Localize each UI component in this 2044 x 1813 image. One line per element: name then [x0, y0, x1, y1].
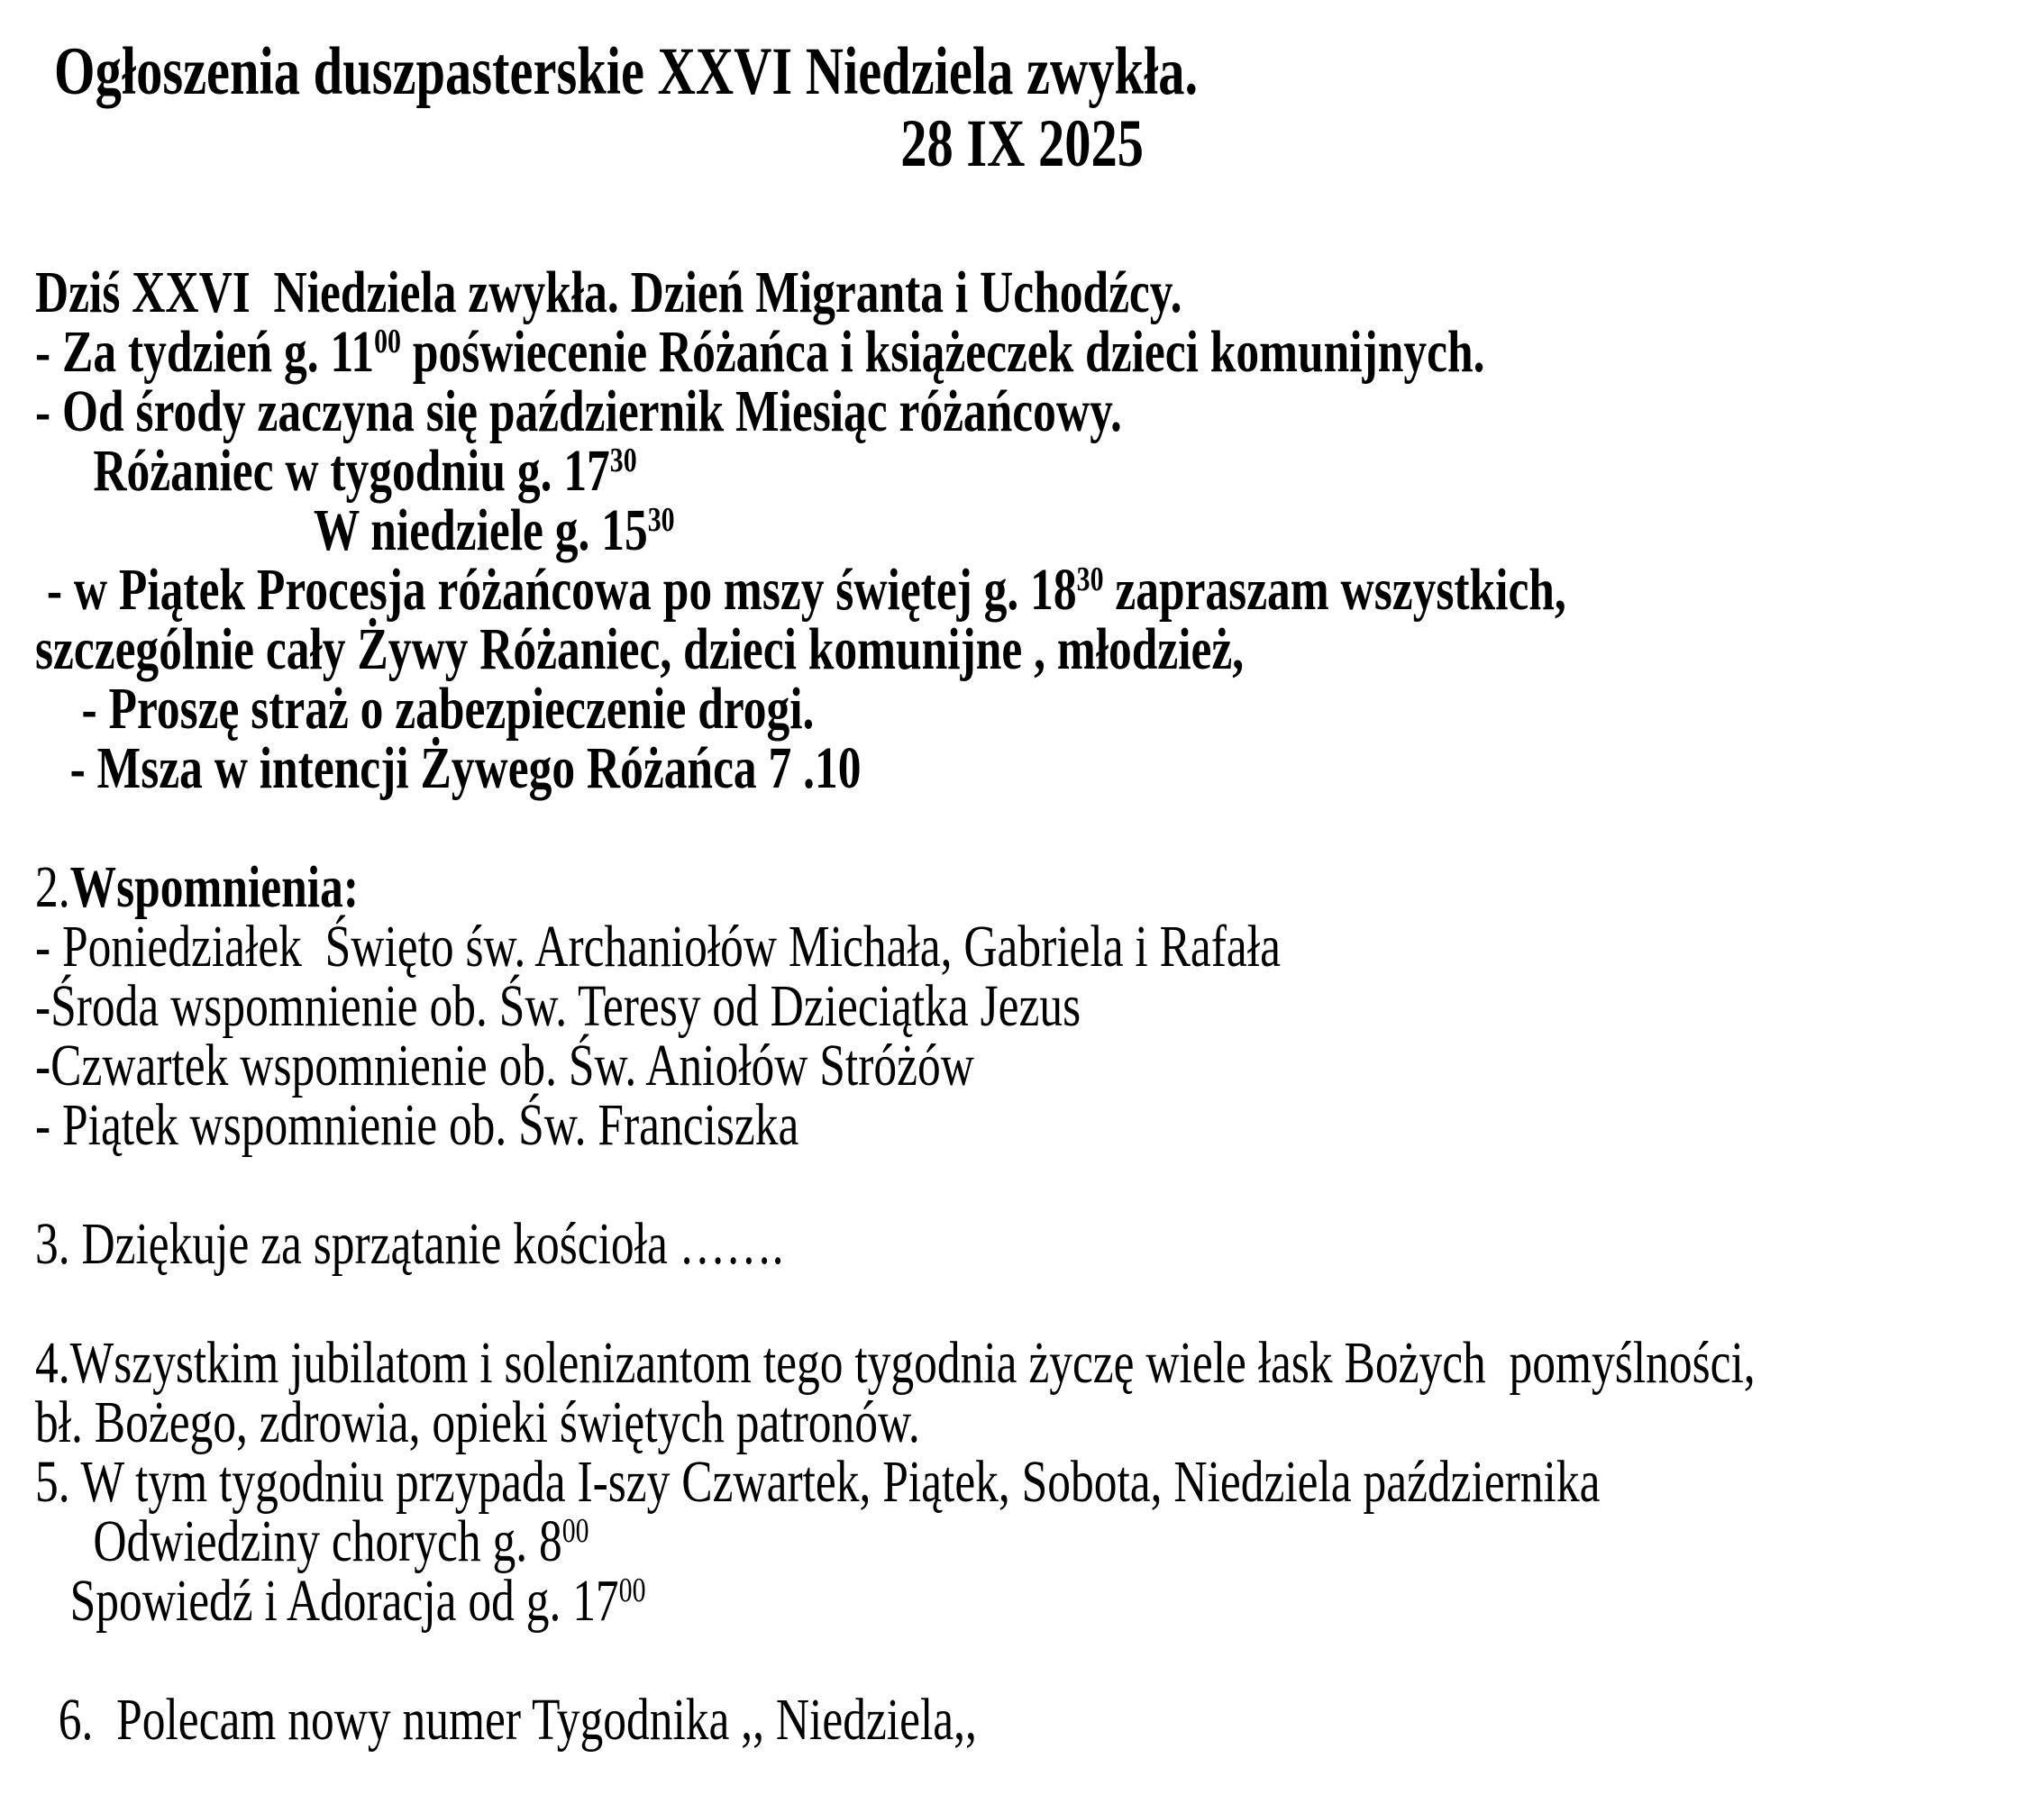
superscript-minutes: 30	[1076, 560, 1104, 598]
superscript-minutes: 00	[618, 1571, 646, 1609]
line-section-6-weekly	[35, 1687, 2030, 1753]
text-segment: -Środa wspomnienie ob. Św. Teresy od Dzieciątka Jezus	[35, 973, 1081, 1039]
line-mass-intention	[35, 735, 2030, 801]
line-thursday-memorial	[35, 1033, 2030, 1098]
text-segment: - Proszę straż o zabezpieczenie drogi.	[35, 676, 815, 742]
line-friday-memorial	[35, 1092, 2030, 1158]
text-segment: 5. W tym tygodniu przypada I-szy Czwartek, Piątek, Sobota, Niedziela października	[35, 1449, 1601, 1515]
text-segment: 2.	[35, 854, 70, 920]
blank-line	[35, 798, 2030, 858]
superscript-minutes: 30	[609, 441, 637, 479]
text-segment: zapraszam wszystkich,	[1103, 557, 1566, 623]
blank-line	[35, 1155, 2030, 1215]
line-procession-invitees	[35, 616, 2030, 682]
text-segment: bł. Bożego, zdrowia, opieki świętych patronów.	[35, 1389, 920, 1455]
line-friday-procession	[35, 557, 2030, 623]
text-segment: - Msza w intencji Żywego Różańca 7 .10	[35, 735, 862, 801]
document-body	[0, 260, 2044, 1753]
line-section-3-thanks	[35, 1211, 2030, 1277]
line-october-rosary-month	[35, 378, 2030, 444]
line-rosary-weekdays	[35, 438, 2030, 504]
line-confession-adoration	[35, 1568, 2030, 1634]
text-segment: - w Piątek Procesja różańcowa po mszy świętej g. 18	[35, 557, 1077, 623]
line-section-4-wishes-2	[35, 1389, 2030, 1455]
text-segment: - Od środy zaczyna się październik Miesiąc różańcowy.	[35, 378, 1122, 444]
text-segment: -Czwartek wspomnienie ob. Św. Aniołów Stróżów	[35, 1033, 974, 1098]
superscript-minutes: 00	[561, 1511, 589, 1550]
blank-line	[35, 1631, 2030, 1690]
superscript-minutes: 00	[374, 322, 401, 360]
page-title: Ogłoszenia duszpasterskie XXVI Niedziela zwykła.	[54, 34, 1199, 109]
text-segment: Spowiedź i Adoracja od g. 17	[35, 1568, 619, 1634]
text-segment: Różaniec w tygodniu g. 17	[35, 438, 610, 504]
line-monday-memorial	[35, 914, 2030, 979]
text-segment: - Za tydzień g. 11	[35, 319, 375, 385]
document-date: 28 IX 2025	[900, 106, 1144, 181]
line-next-week-blessing	[35, 319, 2030, 385]
line-section-4-wishes-1	[35, 1330, 2030, 1396]
line-sick-visits	[35, 1508, 2030, 1574]
text-segment: - Poniedziałek Święto św. Archaniołów Michała, Gabriela i Rafała	[35, 914, 1281, 979]
text-segment: szczególnie cały Żywy Różaniec, dzieci komunijne , młodzież,	[35, 616, 1245, 682]
line-today-feast	[35, 260, 2030, 325]
text-segment: 6. Polecam nowy numer Tygodnika ,, Niedziela,,	[35, 1687, 977, 1753]
text-segment: 4.Wszystkim jubilatom i solenizantom tego tygodnia życzę wiele łask Bożych pomyślności,	[35, 1330, 1756, 1396]
line-wednesday-memorial	[35, 973, 2030, 1039]
line-fire-brigade	[35, 676, 2030, 742]
line-rosary-sundays	[35, 497, 2030, 563]
text-segment: poświecenie Różańca i książeczek dzieci komunijnych.	[400, 319, 1485, 385]
document-header	[0, 36, 2044, 180]
text-segment: Wspomnienia:	[69, 854, 359, 920]
text-segment: W niedziele g. 15	[35, 497, 648, 563]
text-segment: - Piątek wspomnienie ob. Św. Franciszka	[35, 1092, 799, 1158]
text-segment: Dziś XXVI Niedziela zwykła. Dzień Migranta i Uchodźcy.	[35, 260, 1182, 325]
superscript-minutes: 30	[647, 500, 675, 539]
blank-line	[35, 1274, 2030, 1334]
line-section-2-heading	[35, 854, 2030, 920]
text-segment: 3. Dziękuje za sprzątanie kościoła …….	[35, 1211, 784, 1277]
line-section-5-first-days	[35, 1449, 2030, 1515]
text-segment: Odwiedziny chorych g. 8	[35, 1508, 562, 1574]
